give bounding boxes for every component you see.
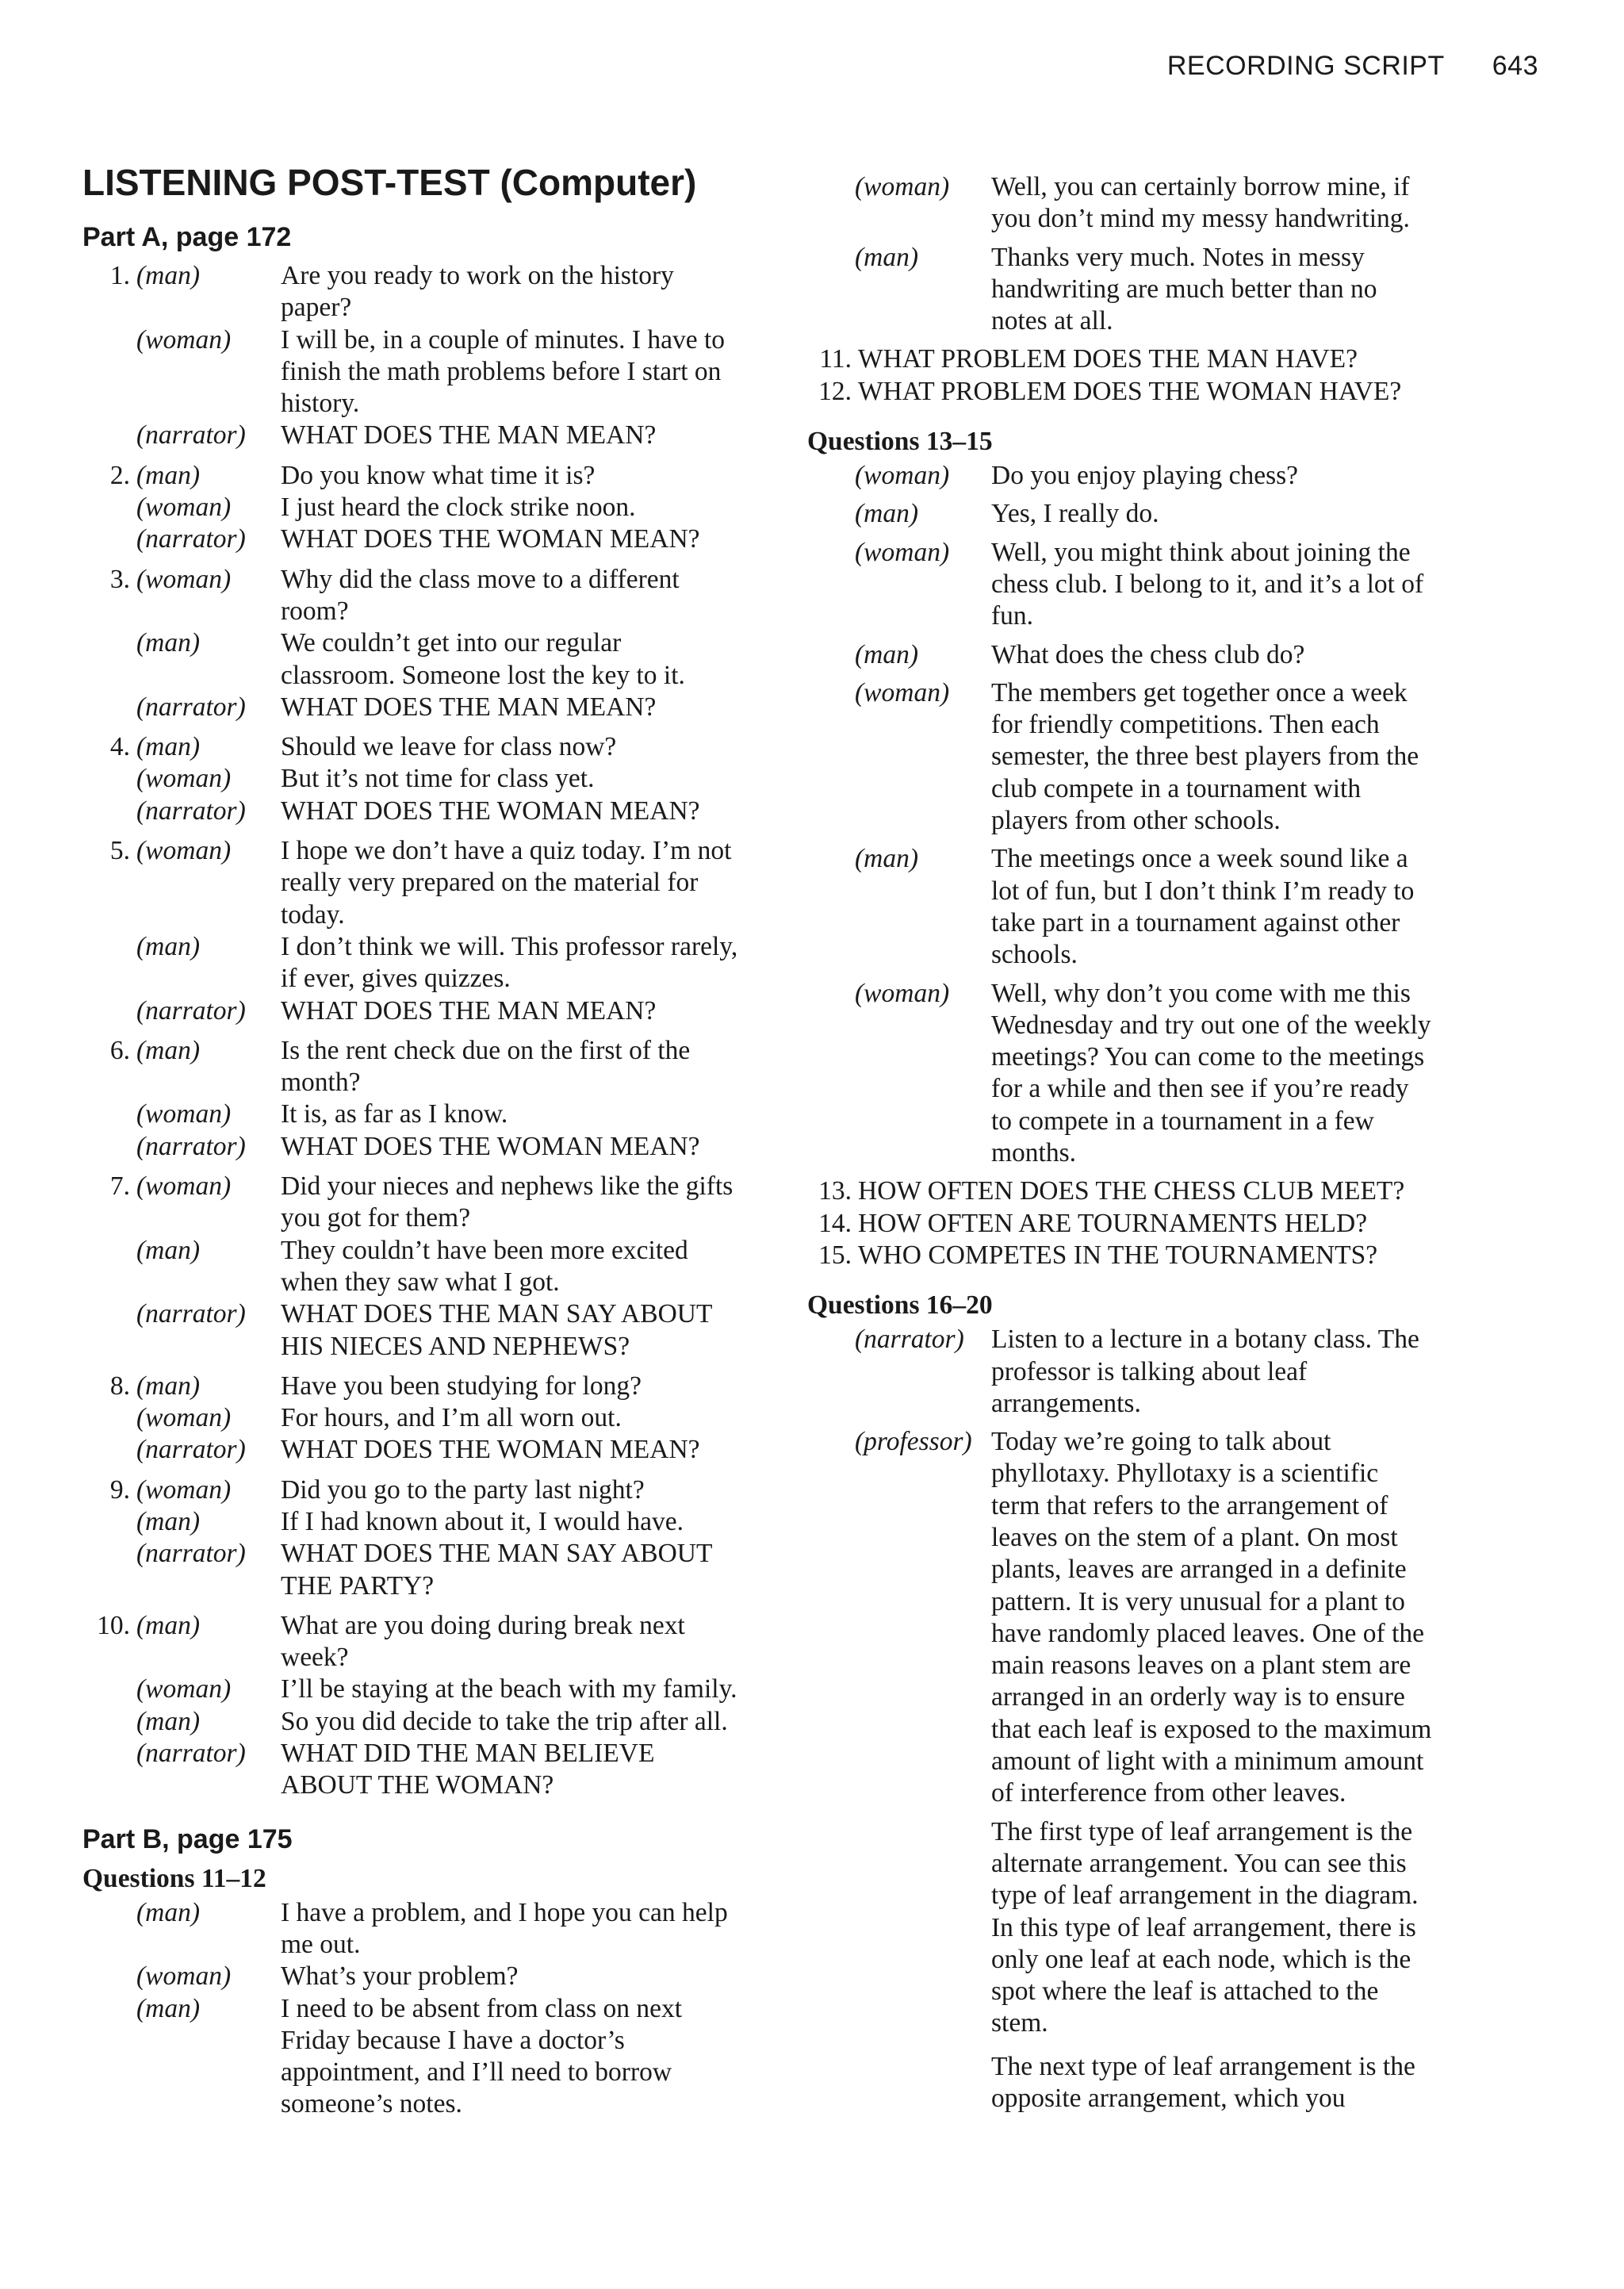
dialogue-line xyxy=(82,1171,741,1235)
speaker-label: (man) xyxy=(136,460,201,490)
speaker-label: (narrator) xyxy=(136,1435,246,1465)
item-number: 9. xyxy=(109,1474,130,1505)
item-number xyxy=(82,1738,136,1802)
speaker-label: (man) xyxy=(136,1235,201,1265)
spoken-text: I just heard the clock strike noon. xyxy=(281,493,636,523)
dialogue-line xyxy=(82,1235,741,1299)
dialogue-line xyxy=(82,1961,741,1992)
speaker-label: (woman) xyxy=(136,1171,232,1202)
question-row xyxy=(807,1175,1465,1207)
item-number xyxy=(82,931,136,995)
dialogue-line xyxy=(807,1426,1465,1810)
spoken-text: WHAT DOES THE WOMAN MEAN? xyxy=(281,524,700,554)
dialogue-line xyxy=(82,564,741,628)
part-a-items xyxy=(82,260,741,1802)
item-number: 7. xyxy=(109,1171,130,1202)
question-row xyxy=(807,343,1465,375)
spoken-text: The meetings once a week sound like a lot of fun, but I don’t think I’m ready to take part in a tournament against other schools. xyxy=(991,844,1415,970)
spoken-text: I have a problem, and I hope you can help me out. xyxy=(281,1897,728,1959)
speaker-label: (man) xyxy=(855,242,919,272)
speaker-label: (narrator) xyxy=(136,1539,246,1569)
dialogue-line xyxy=(82,1434,741,1466)
speaker-label: (woman) xyxy=(136,1474,232,1505)
speaker-label: (man) xyxy=(136,931,201,961)
dialogue-item xyxy=(82,1171,741,1363)
speaker-label: (man) xyxy=(136,732,201,762)
dialogue-line xyxy=(807,978,1465,1170)
speaker-label: (woman) xyxy=(136,493,232,523)
speaker-label: (narrator) xyxy=(136,692,246,722)
questions-13-15-dialog xyxy=(807,460,1465,1169)
dialogue-line xyxy=(82,692,741,723)
item-number xyxy=(82,1434,136,1466)
speaker-label: (woman) xyxy=(136,564,232,594)
spoken-text: WHAT DOES THE WOMAN MEAN? xyxy=(281,1131,700,1161)
item-number xyxy=(82,1298,136,1363)
spoken-text: WHAT DOES THE MAN MEAN? xyxy=(281,692,657,722)
item-number: 5. xyxy=(109,836,130,866)
question-row xyxy=(807,376,1465,408)
dialogue-line xyxy=(807,537,1465,633)
item-number xyxy=(82,1961,136,1992)
speaker-label: (man) xyxy=(136,1035,201,1065)
spoken-text: Well, you can certainly borrow mine, if you don’t mind my messy handwriting. xyxy=(991,172,1410,234)
speaker-label: (man) xyxy=(136,261,201,290)
speaker-label: (man) xyxy=(136,1897,201,1927)
dialogue-item xyxy=(82,260,741,452)
speaker-label: (woman) xyxy=(855,537,950,567)
spoken-text: WHAT DOES THE MAN SAY ABOUT THE PARTY? xyxy=(281,1539,712,1601)
dialogue-line xyxy=(807,242,1465,338)
spoken-text: I’ll be staying at the beach with my family. xyxy=(281,1674,737,1704)
item-number xyxy=(82,1897,136,1961)
dialogue-line xyxy=(82,1610,741,1674)
spoken-text: I hope we don’t have a quiz today. I’m not really very prepared on the material for today. xyxy=(281,836,732,930)
question-row xyxy=(807,1208,1465,1240)
dialogue-line xyxy=(82,763,741,795)
spoken-text: WHAT DOES THE MAN MEAN? xyxy=(281,420,657,451)
dialogue-line xyxy=(82,995,741,1027)
dialogue-line xyxy=(82,1506,741,1538)
spoken-text: So you did decide to take the trip after all. xyxy=(281,1706,728,1736)
speaker-label: (woman) xyxy=(136,1403,232,1433)
question-text: WHAT PROBLEM DOES THE MAN HAVE? xyxy=(858,344,1358,374)
dialogue-line xyxy=(807,171,1465,236)
question-number: 12. xyxy=(818,376,852,406)
question-number: 11. xyxy=(819,344,852,374)
lecture-paragraphs xyxy=(807,1816,1465,2115)
questions-16-20-heading: Questions 16–20 xyxy=(807,1290,993,1321)
speaker-label: (narrator) xyxy=(136,524,246,554)
dialogue-item xyxy=(82,460,741,556)
speaker-label: (narrator) xyxy=(136,420,246,451)
spoken-text: WHAT DOES THE WOMAN MEAN? xyxy=(281,1435,700,1465)
speaker-label: (man) xyxy=(855,499,919,529)
item-number xyxy=(82,1706,136,1738)
spoken-text: The members get together once a week for friendly competitions. Then each semester, the three best players from the club compete in a tournament with players from other schools. xyxy=(991,677,1419,836)
dialogue-line xyxy=(82,796,741,827)
question-number: 14. xyxy=(818,1208,852,1238)
item-number xyxy=(82,1506,136,1538)
part-b-heading: Part B, page 175 xyxy=(82,1823,293,1854)
speaker-label: (woman) xyxy=(855,461,950,491)
item-number xyxy=(82,1402,136,1434)
dialogue-line xyxy=(82,1371,741,1402)
dialogue-line xyxy=(82,1706,741,1738)
page-title: LISTENING POST-TEST (Computer) xyxy=(82,162,697,203)
speaker-label: (man) xyxy=(855,639,919,669)
spoken-text: WHAT DID THE MAN BELIEVE ABOUT THE WOMAN? xyxy=(281,1739,655,1800)
item-number: 4. xyxy=(109,732,130,762)
spoken-text: Did you go to the party last night? xyxy=(281,1474,645,1505)
speaker-label: (man) xyxy=(136,1610,201,1640)
speaker-label: (narrator) xyxy=(136,1131,246,1161)
spoken-text: What’s your problem? xyxy=(281,1961,519,1992)
speaker-label: (woman) xyxy=(136,1961,232,1992)
speaker-label: (narrator) xyxy=(136,1299,246,1329)
questions-13-15-list xyxy=(807,1175,1465,1271)
dialogue-line xyxy=(82,1474,741,1506)
dialogue-line xyxy=(82,1298,741,1363)
item-number xyxy=(82,523,136,555)
speaker-label: (professor) xyxy=(855,1427,972,1457)
speaker-label: (woman) xyxy=(136,836,232,866)
item-number xyxy=(82,692,136,723)
spoken-text: It is, as far as I know. xyxy=(281,1099,508,1129)
speaker-label: (woman) xyxy=(136,764,232,794)
spoken-text: Thanks very much. Notes in messy handwriting are much better than no notes at all. xyxy=(991,242,1377,336)
spoken-text: Is the rent check due on the first of the month? xyxy=(281,1035,691,1098)
dialogue-line xyxy=(807,460,1465,492)
left-column xyxy=(82,159,741,2121)
dialogue-line xyxy=(82,260,741,324)
running-header xyxy=(1167,51,1538,82)
question-text: HOW OFTEN DOES THE CHESS CLUB MEET? xyxy=(858,1176,1405,1206)
question-text: WHAT PROBLEM DOES THE WOMAN HAVE? xyxy=(858,376,1402,406)
dialogue-line xyxy=(82,835,741,931)
spoken-text: Today we’re going to talk about phyllotaxy. Phyllotaxy is a scientific term that refers to the arrangement of leaves on the stem of a plant. On most plants, leaves are arranged in a definite pattern. It is very unusual for a plant to have randomly placed leaves. One of the main reasons leaves on a plant stem are arranged in an orderly way is to ensure that each leaf is exposed to the maximum amount of light with a minimum amount of interference from other leaves. xyxy=(991,1427,1432,1808)
speaker-label: (man) xyxy=(136,1506,201,1536)
dialogue-line xyxy=(807,639,1465,671)
dialogue-line xyxy=(82,324,741,420)
speaker-label: (man) xyxy=(136,1993,201,2023)
item-number xyxy=(82,796,136,827)
spoken-text: What are you doing during break next week? xyxy=(281,1610,685,1673)
page-number: 643 xyxy=(1492,51,1538,81)
question-row xyxy=(807,1240,1465,1271)
question-number: 13. xyxy=(818,1176,852,1206)
question-text: HOW OFTEN ARE TOURNAMENTS HELD? xyxy=(858,1208,1368,1238)
spoken-text: But it’s not time for class yet. xyxy=(281,764,595,794)
speaker-label: (man) xyxy=(136,628,201,658)
questions-11-12-dialog-cont xyxy=(807,171,1465,337)
questions-13-15-heading: Questions 13–15 xyxy=(807,427,993,457)
dialogue-line xyxy=(807,677,1465,837)
dialogue-item xyxy=(82,1371,741,1467)
item-number xyxy=(82,492,136,523)
item-number xyxy=(82,1098,136,1130)
item-number xyxy=(82,420,136,451)
right-column xyxy=(807,171,1465,2126)
spoken-text: Well, why don’t you come with me this Wednesday and try out one of the weekly meetings? You can come to the meetings for a while and then see if you’re ready to compete in a tournament in a few months. xyxy=(991,978,1431,1168)
spoken-text: Do you know what time it is? xyxy=(281,460,596,490)
spoken-text: I need to be absent from class on next Friday because I have a doctor’s appointment, and I’ll need to borrow someone’s notes. xyxy=(281,1993,683,2119)
dialogue-item xyxy=(82,564,741,723)
speaker-label: (woman) xyxy=(136,324,232,355)
part-a-heading: Part A, page 172 xyxy=(82,222,292,252)
dialogue-item xyxy=(82,1035,741,1163)
speaker-label: (narrator) xyxy=(136,796,246,826)
spoken-text: They couldn’t have been more excited when they saw what I got. xyxy=(281,1235,688,1297)
spoken-text: WHAT DOES THE WOMAN MEAN? xyxy=(281,796,700,826)
questions-16-20-dialog xyxy=(807,1324,1465,1809)
item-number: 3. xyxy=(109,564,130,594)
spoken-text: Did your nieces and nephews like the gifts you got for them? xyxy=(281,1171,733,1233)
spoken-text: Are you ready to work on the history paper? xyxy=(281,261,674,323)
item-number xyxy=(82,1993,136,2121)
spoken-text: Should we leave for class now? xyxy=(281,732,617,762)
dialogue-line xyxy=(82,1402,741,1434)
questions-11-12-dialog-start xyxy=(82,1897,741,2121)
dialogue-item xyxy=(82,1474,741,1602)
dialogue-line xyxy=(807,843,1465,971)
dialogue-line xyxy=(82,460,741,492)
speaker-label: (narrator) xyxy=(855,1325,964,1355)
item-number xyxy=(82,627,136,692)
item-number: 10. xyxy=(97,1610,130,1640)
speaker-label: (man) xyxy=(136,1706,201,1736)
speaker-label: (woman) xyxy=(855,978,950,1008)
item-number xyxy=(82,1131,136,1163)
dialogue-line xyxy=(82,1674,741,1705)
speaker-label: (woman) xyxy=(855,172,950,201)
dialogue-line xyxy=(807,1324,1465,1420)
item-number xyxy=(82,1538,136,1602)
spoken-text: Well, you might think about joining the chess club. I belong to it, and it’s a lot of fun. xyxy=(991,537,1424,631)
spoken-text: I will be, in a couple of minutes. I have to finish the math problems before I start on history. xyxy=(281,324,726,419)
spoken-text: What does the chess club do? xyxy=(991,639,1305,669)
dialogue-line xyxy=(82,1738,741,1802)
speaker-label: (narrator) xyxy=(136,1739,246,1769)
spoken-text: Listen to a lecture in a botany class. The professor is talking about leaf arrangements. xyxy=(991,1325,1419,1418)
item-number: 2. xyxy=(109,460,130,490)
spoken-text: Why did the class move to a different room? xyxy=(281,564,680,626)
item-number xyxy=(82,324,136,420)
dialogue-line xyxy=(807,498,1465,530)
item-number xyxy=(82,763,136,795)
item-number: 1. xyxy=(109,261,130,290)
speaker-label: (woman) xyxy=(136,1099,232,1129)
speaker-label: (woman) xyxy=(855,677,950,707)
dialogue-line xyxy=(82,931,741,995)
dialogue-line xyxy=(82,1098,741,1130)
dialogue-line xyxy=(82,731,741,763)
spoken-text: WHAT DOES THE MAN SAY ABOUT HIS NIECES AND NEPHEWS? xyxy=(281,1299,712,1361)
dialogue-line xyxy=(82,1131,741,1163)
item-number xyxy=(82,995,136,1027)
dialogue-line xyxy=(82,523,741,555)
spoken-text: We couldn’t get into our regular classroom. Someone lost the key to it. xyxy=(281,628,685,690)
question-text: WHO COMPETES IN THE TOURNAMENTS? xyxy=(858,1240,1378,1270)
questions-11-12-list xyxy=(807,343,1465,408)
spoken-text: I don’t think we will. This professor rarely, if ever, gives quizzes. xyxy=(281,931,738,994)
item-number: 8. xyxy=(109,1371,130,1401)
spoken-text: Do you enjoy playing chess? xyxy=(991,461,1299,491)
dialogue-line xyxy=(82,1993,741,2121)
item-number: 6. xyxy=(109,1035,130,1065)
item-number xyxy=(82,1674,136,1705)
speaker-label: (man) xyxy=(855,844,919,874)
dialogue-line xyxy=(82,627,741,692)
questions-11-12-heading: Questions 11–12 xyxy=(82,1863,266,1893)
speaker-label: (narrator) xyxy=(136,995,246,1026)
spoken-text: WHAT DOES THE MAN MEAN? xyxy=(281,995,657,1026)
speaker-label: (man) xyxy=(136,1371,201,1401)
item-number xyxy=(82,1235,136,1299)
spoken-text: Have you been studying for long? xyxy=(281,1371,642,1401)
header-section-title: RECORDING SCRIPT xyxy=(1166,51,1445,81)
dialogue-line xyxy=(82,492,741,523)
speaker-label: (woman) xyxy=(136,1674,232,1704)
dialogue-line xyxy=(82,420,741,451)
spoken-text: For hours, and I’m all worn out. xyxy=(281,1403,622,1433)
lecture-paragraph: The first type of leaf arrangement is the alternate arrangement. You can see this type of leaf arrangement in the diagram. In this type of leaf arrangement, there is only one leaf at each node, which is the spot where the leaf is attached to the stem. xyxy=(991,1816,1419,2038)
dialogue-line xyxy=(82,1538,741,1602)
dialogue-item xyxy=(82,1610,741,1802)
dialogue-line xyxy=(82,1897,741,1961)
dialogue-line xyxy=(82,1035,741,1099)
dialogue-item xyxy=(82,731,741,827)
lecture-paragraph: The next type of leaf arrangement is the opposite arrangement, which you xyxy=(991,2051,1415,2114)
spoken-text: Yes, I really do. xyxy=(991,499,1159,529)
question-number: 15. xyxy=(818,1240,852,1270)
spoken-text: If I had known about it, I would have. xyxy=(281,1506,684,1536)
dialogue-item xyxy=(82,835,741,1027)
